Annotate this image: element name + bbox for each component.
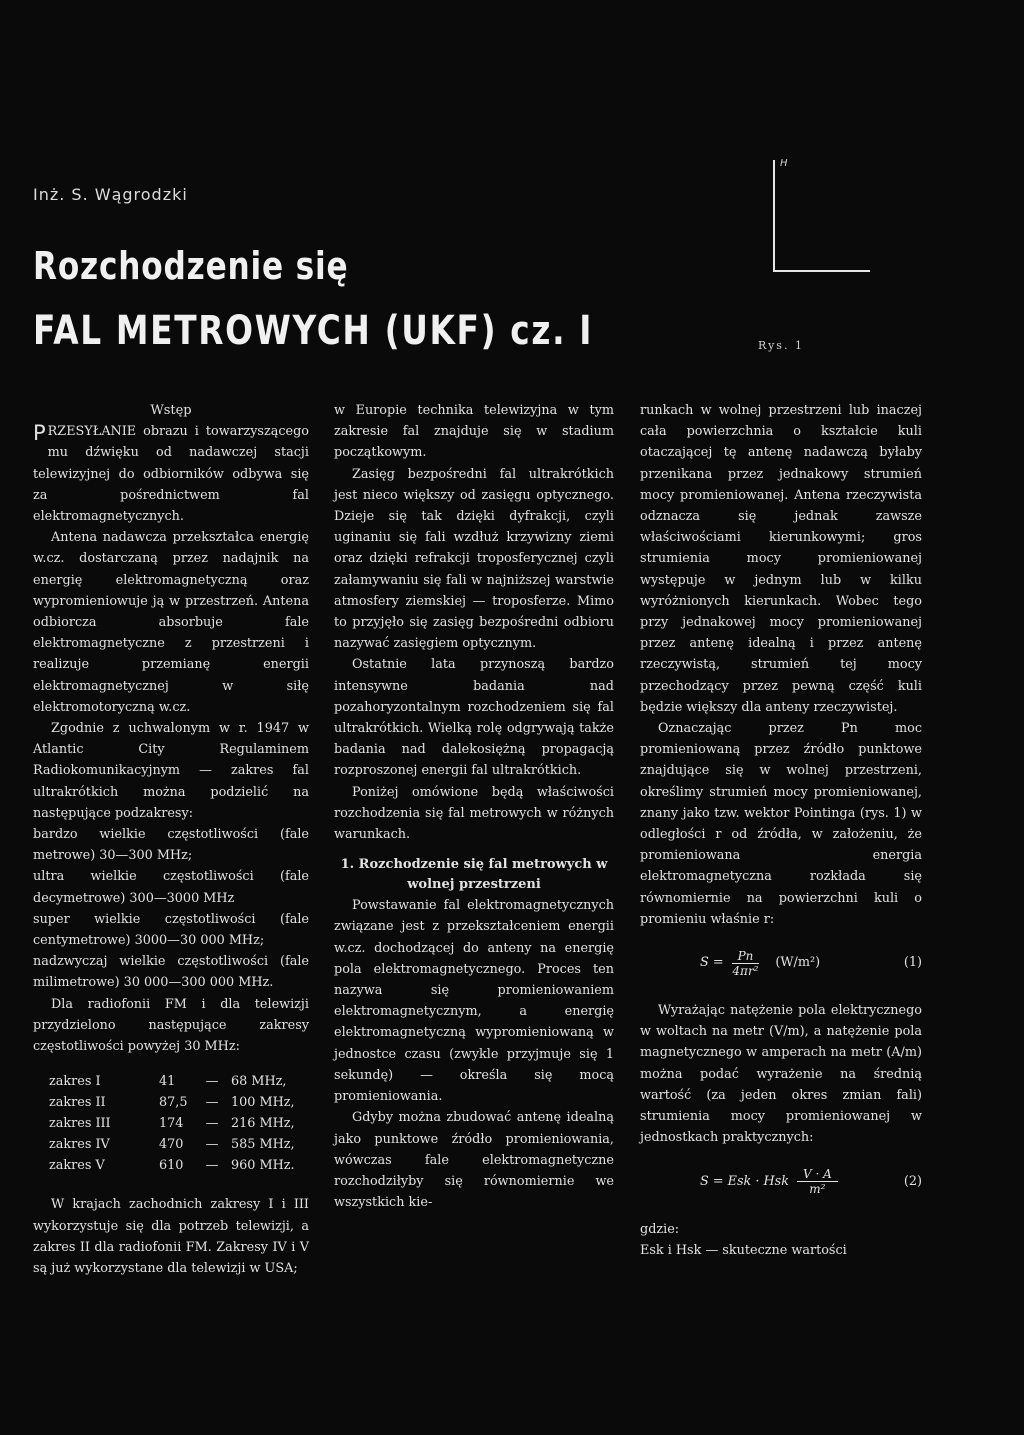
paragraph: w Europie technika telewizyjna w tym zakresie fal znajduje się w stadium początkowym. bbox=[334, 403, 614, 461]
band-from: 87,5 bbox=[159, 1095, 188, 1111]
paragraph: W krajach zachodnich zakresy I i III wykorzystuje się dla potrzeb telewizji, a zakres II dla radiofonii FM. Zakresy IV i V są już wykorzystane dla telewizji w USA; bbox=[33, 1197, 309, 1276]
fraction-denominator: m² bbox=[809, 1182, 826, 1196]
band-to: 68 MHz, bbox=[231, 1074, 287, 1090]
article-title-line1: Rozchodzenie się bbox=[33, 244, 349, 288]
band-table bbox=[33, 1071, 301, 1176]
paragraph bbox=[33, 421, 309, 527]
paragraph: Esk i Hsk — skuteczne wartości bbox=[640, 1242, 847, 1258]
table-row bbox=[33, 1134, 301, 1155]
band-to: 960 MHz. bbox=[231, 1158, 295, 1174]
equation-1 bbox=[640, 940, 922, 986]
paragraph: Zgodnie z uchwalonym w r. 1947 w Atlantic City Regulaminem Radiokomunikacyjnym — zakres fal ultrakrótkich można podzielić na następujące podzakresy: bbox=[33, 721, 309, 821]
band-name: zakres IV bbox=[49, 1137, 110, 1153]
band-dash: — bbox=[205, 1116, 219, 1132]
paragraph: Gdyby można zbudować antenę idealną jako punktowe źródło promieniowania, wówczas fale elektromagnetyczne rozchodziłyby się równomiernie we wszystkich kie- bbox=[334, 1110, 614, 1211]
paragraph: gdzie: bbox=[640, 1221, 680, 1237]
range-item: nadzwyczaj wielkie częstotliwości (fale milimetrowe) 30 000—300 000 MHz. bbox=[33, 954, 309, 991]
column-2 bbox=[334, 400, 614, 1213]
paragraph: Dla radiofonii FM i dla telewizji przydzielono następujące zakresy częstotliwości powyżej 30 MHz: bbox=[33, 996, 309, 1055]
band-from: 41 bbox=[159, 1074, 176, 1090]
paragraph: Zasięg bezpośredni fal ultrakrótkich jest nieco większy od zasięgu optycznego. Dzieje się tak dzięki dyfrakcji, czyli uginaniu się fali wzdłuż krzywizny ziemi oraz dzięki refrakcji troposferycznej czyli załamywaniu się fali w najniższej warstwie atmosfery ziemskiej — troposferze. Mimo to przyjęło się zasięg bezpośredni odbioru nazywać zasięgiem optycznym. bbox=[334, 466, 614, 652]
article-title-line2: FAL METROWYCH (UKF) cz. I bbox=[33, 308, 594, 354]
equation-fraction bbox=[797, 1167, 838, 1196]
column-3 bbox=[640, 400, 922, 1261]
fraction-numerator: Pn bbox=[732, 949, 760, 964]
band-to: 216 MHz, bbox=[231, 1116, 295, 1132]
band-name: zakres V bbox=[49, 1158, 105, 1174]
equation-fraction bbox=[732, 949, 760, 978]
band-from: 174 bbox=[159, 1116, 184, 1132]
column-1 bbox=[33, 400, 309, 1279]
equation-lhs: S = Esk · Hsk bbox=[700, 1173, 789, 1189]
equation-2 bbox=[640, 1159, 922, 1205]
paragraph: Powstawanie fal elektromagnetycznych związane jest z przekształceniem energii w.cz. dochodzącej do anteny na energię pola elektromagnetycznego. Proces ten nazywa się promieniowaniem elektromagnetycznym, a energię elektromagnetyczną wypromieniowaną w jednostce czasu (zwykle przyjmuje się 1 sekundę) — określa się mocą promieniowania. bbox=[334, 898, 614, 1105]
band-dash: — bbox=[205, 1137, 219, 1153]
equation-lhs: S = bbox=[700, 955, 724, 971]
band-from: 470 bbox=[159, 1137, 184, 1153]
figure-1 bbox=[772, 160, 872, 280]
band-name: zakres I bbox=[49, 1074, 101, 1090]
band-name: zakres II bbox=[49, 1095, 106, 1111]
author-line: Inż. S. Wągrodzki bbox=[33, 185, 188, 204]
equation-number: (1) bbox=[903, 955, 922, 971]
equation-unit: (W/m²) bbox=[775, 955, 821, 971]
band-to: 100 MHz, bbox=[231, 1095, 295, 1111]
section-heading-intro: Wstęp bbox=[150, 403, 192, 418]
table-row bbox=[33, 1092, 301, 1113]
range-item: super wielkie częstotliwości (fale centymetrowe) 3000—30 000 MHz; bbox=[33, 911, 309, 949]
band-to: 585 MHz, bbox=[231, 1137, 295, 1153]
table-row bbox=[33, 1113, 301, 1134]
paragraph-text: RZESYŁANIE obrazu i towarzyszącego mu dźwięku od nadawczej stacji telewizyjnej do odbiorników odbywa się za pośrednictwem fal elektromagnetycznych. bbox=[33, 424, 309, 525]
drop-cap: P bbox=[33, 421, 46, 446]
range-item: ultra wielkie częstotliwości (fale decymetrowe) 300—3000 MHz bbox=[33, 869, 309, 906]
paragraph: Antena nadawcza przekształca energię w.cz. dostarczaną przez nadajnik na energię elektromagnetyczną oraz wypromieniowuje ją w przestrzeń. Antena odbiorcza absorbuje fale elektromagnetyczne z przestrzeni i realizuje przemianę energii elektromagnetycznej w siłę elektromotoryczną w.cz. bbox=[33, 530, 309, 715]
table-row bbox=[33, 1155, 301, 1176]
fraction-denominator: 4πr² bbox=[732, 963, 759, 978]
band-from: 610 bbox=[159, 1158, 184, 1174]
paragraph: Poniżej omówione będą właściwości rozchodzenia się fal metrowych w różnych warunkach. bbox=[334, 784, 614, 843]
fraction-numerator: V · A bbox=[797, 1167, 838, 1182]
band-dash: — bbox=[205, 1095, 219, 1111]
range-item: bardzo wielkie częstotliwości (fale metrowe) 30—300 MHz; bbox=[33, 827, 309, 864]
section-heading-1: 1. Rozchodzenie się fal metrowych w wolnej przestrzeni bbox=[340, 857, 608, 893]
paragraph: Ostatnie lata przynoszą bardzo intensywne badania nad pozahoryzontalnym rozchodzeniem się fal ultrakrótkich. Wielką rolę odgrywają także badania nad dalekosiężną propagacją rozproszonej energii fal ultrakrótkich. bbox=[334, 657, 614, 779]
table-row bbox=[33, 1071, 301, 1092]
paragraph: Oznaczając przez Pn moc promieniowaną przez źródło punktowe znajdujące się w wolnej przestrzeni, określimy strumień mocy promieniowanej, znany jako tzw. wektor Pointinga (rys. 1) w odległości r od źródła, w założeniu, że promieniowana energia elektromagnetyczna rozkłada się równomiernie na powierzchni kuli o promieniu właśnie r: bbox=[640, 721, 922, 927]
band-dash: — bbox=[205, 1158, 219, 1174]
paragraph: runkach w wolnej przestrzeni lub inaczej cała powierzchnia o kształcie kuli otaczającej tę antenę nadawczą byłaby przenikana przez jednakowy strumień mocy promieniowanej. Antena rzeczywista odznacza się jednak zawsze właściwościami kierunkowymi; gros strumienia mocy promieniowanej występuje w jednym lub w kilku wyróżnionych kierunkach. Wobec tego przy jednakowej mocy promieniowanej przez antenę idealną i przez antenę rzeczywistą, strumień tej mocy przechodzący przez pewną część kuli będzie większy dla anteny rzeczywistej. bbox=[640, 403, 922, 715]
band-name: zakres III bbox=[49, 1116, 111, 1132]
paragraph: Wyrażając natężenie pola elektrycznego w woltach na metr (V/m), a natężenie pola magnetycznego w amperach na metr (A/m) można podać wyrażenie na średnią wartość (za jeden okres zmian fali) strumienia mocy promieniowanej w jednostkach praktycznych: bbox=[640, 1003, 922, 1146]
band-dash: — bbox=[205, 1074, 219, 1090]
figure-caption: Rys. 1 bbox=[758, 339, 804, 352]
figure-vertical-axis bbox=[773, 160, 775, 272]
figure-axis-label: H bbox=[780, 158, 788, 169]
equation-number: (2) bbox=[903, 1173, 922, 1189]
figure-horizontal-axis bbox=[773, 270, 870, 272]
